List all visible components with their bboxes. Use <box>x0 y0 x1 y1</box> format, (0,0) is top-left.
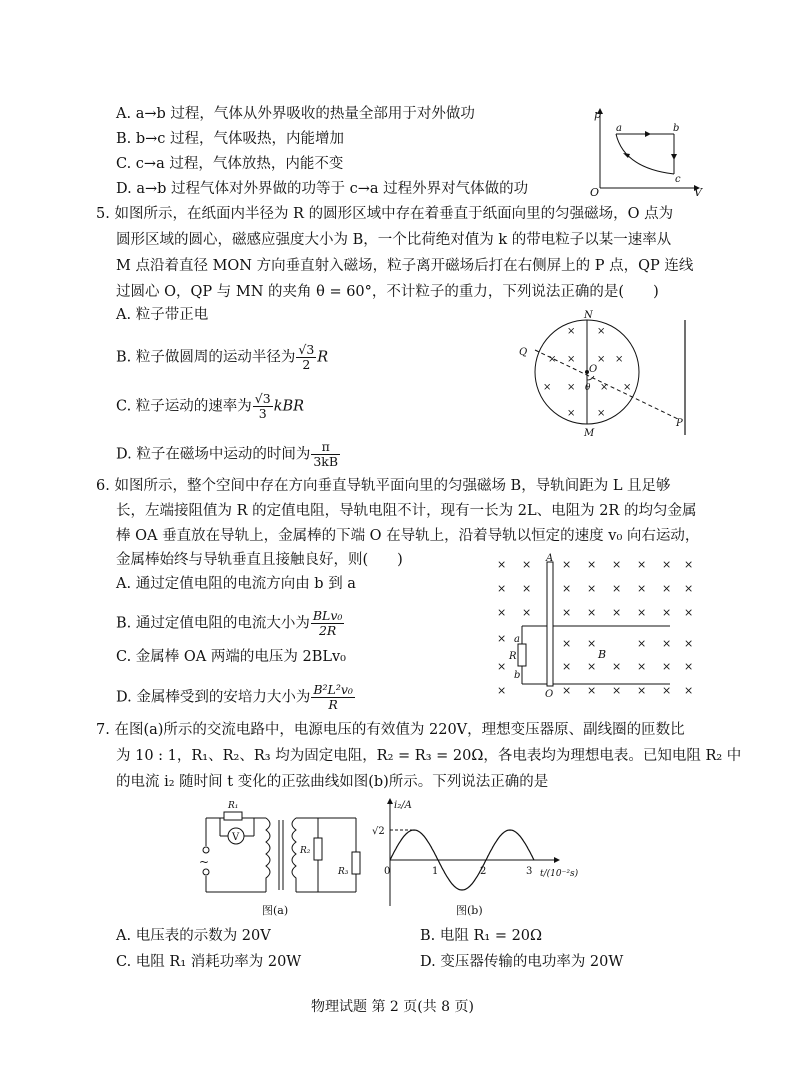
q7-graph-tick-2: 2 <box>480 866 487 877</box>
q7-r2-label: R₂ <box>300 846 311 856</box>
q5-theta-label: θ <box>585 383 591 393</box>
q6-rail-diagram <box>492 552 697 702</box>
q5-option-b: B. 粒子做圆周的运动半径为 $\frac{√3}{2}$ R <box>116 342 329 372</box>
svg-text:×: × <box>562 684 572 697</box>
q6-stem-line4: 金属棒始终与导轨垂直且接触良好，则( ) <box>116 552 403 568</box>
q6-option-a: A. 通过定值电阻的电流方向由 b 到 a <box>116 576 356 592</box>
q7-r3-label: R₃ <box>338 867 349 877</box>
svg-text:×: × <box>497 684 507 697</box>
svg-text:×: × <box>497 558 507 571</box>
svg-text:×: × <box>543 382 552 393</box>
svg-text:×: × <box>612 684 622 697</box>
svg-text:×: × <box>597 354 606 365</box>
q6-b-field-label: B <box>598 648 607 661</box>
q4-option-b: B. b→c 过程，气体吸热，内能增加 <box>116 131 345 147</box>
q4-option-d: D. a→b 过程气体对外界做的功等于 c→a 过程外界对气体做的功 <box>116 181 529 197</box>
svg-text:×: × <box>567 326 576 337</box>
svg-text:×: × <box>497 606 507 619</box>
svg-text:×: × <box>623 382 632 393</box>
q4-p-label: p <box>594 108 602 121</box>
q5-p-label: P <box>676 418 683 429</box>
svg-text:×: × <box>662 606 672 619</box>
q7-ac-source-label: ~ <box>199 855 210 869</box>
page-footer: 物理试题 第 2 页(共 8 页) <box>311 999 474 1015</box>
q7-stem-line2: 为 10 : 1，R₁、R₂、R₃ 均为固定电阻，R₂ = R₃ = 20Ω，各电表均为理想电表。已知电阻 R₂ 中 <box>116 748 742 764</box>
q7-graph-tick-3: 3 <box>526 866 533 877</box>
svg-text:×: × <box>684 606 694 619</box>
svg-text:×: × <box>587 606 597 619</box>
svg-text:×: × <box>562 558 572 571</box>
q7-graph-x-label: t/(10⁻²s) <box>540 869 579 879</box>
q7-option-d: D. 变压器传输的电功率为 20W <box>420 954 624 970</box>
svg-text:×: × <box>662 582 672 595</box>
svg-text:×: × <box>637 637 647 650</box>
svg-text:×: × <box>587 637 597 650</box>
q6-option-c: C. 金属棒 OA 两端的电压为 2BLv₀ <box>116 649 346 665</box>
q5-option-d: D. 粒子在磁场中运动的时间为 $\frac{\pi}{3kB}$ <box>116 439 339 469</box>
q4-a-label: a <box>616 123 622 134</box>
q5-stem-line3: M 点沿着直径 MON 方向垂直射入磁场，粒子离开磁场后打在右侧屏上的 P 点，QP 连线 <box>116 258 694 274</box>
svg-text:×: × <box>662 684 672 697</box>
q6-stem-line1: 6. 如图所示，整个空间中存在方向垂直导轨平面向里的匀强磁场 B，导轨间距为 L 且足够 <box>96 478 671 494</box>
svg-text:×: × <box>497 660 507 673</box>
svg-text:×: × <box>612 660 622 673</box>
svg-text:×: × <box>562 606 572 619</box>
q6-r-label: R <box>509 651 517 662</box>
q6-b-label: b <box>514 670 521 681</box>
q6-a-label: a <box>514 634 520 645</box>
svg-text:×: × <box>684 582 694 595</box>
q7-option-b: B. 电阻 R₁ = 20Ω <box>420 928 543 944</box>
svg-text:×: × <box>615 354 624 365</box>
q7-graph-amplitude-label: √2 <box>372 826 385 837</box>
q6-o-label: O <box>545 689 554 700</box>
q7-circuit-diagram <box>196 798 366 918</box>
svg-text:×: × <box>587 558 597 571</box>
svg-text:×: × <box>637 558 647 571</box>
svg-text:×: × <box>567 408 576 419</box>
q7-graph-tick-0: 0 <box>384 866 391 877</box>
q5-magnetic-field-diagram <box>515 310 690 445</box>
q4-b-label: b <box>673 123 680 134</box>
q6-stem-line3: 棒 OA 垂直放在导轨上，金属棒的下端 O 在导轨上，沿着导轨以恒定的速度 v₀ 向右运动， <box>116 528 700 544</box>
q5-stem-line1: 5. 如图所示，在纸面内半径为 R 的圆形区域中存在着垂直于纸面向里的匀强磁场，O 点为 <box>96 206 674 222</box>
q5-stem-line2: 圆形区域的圆心，磁感应强度大小为 B，一个比荷绝对值为 k 的带电粒子以某一速率从 <box>116 232 672 248</box>
svg-text:×: × <box>637 582 647 595</box>
svg-text:×: × <box>637 684 647 697</box>
svg-text:×: × <box>548 354 557 365</box>
q5-o-label: O <box>589 364 598 375</box>
q5-stem-line4: 过圆心 O，QP 与 MN 的夹角 θ = 60°，不计粒子的重力，下列说法正确的是( ) <box>116 284 659 300</box>
q7-option-c: C. 电阻 R₁ 消耗功率为 20W <box>116 954 302 970</box>
q7-figure-b-caption: 图(b) <box>456 904 483 917</box>
svg-text:×: × <box>612 582 622 595</box>
q7-voltmeter-label: V <box>232 832 240 843</box>
svg-text:×: × <box>522 558 532 571</box>
svg-text:×: × <box>597 408 606 419</box>
q4-option-a: A. a→b 过程，气体从外界吸收的热量全部用于对外做功 <box>116 106 475 122</box>
q4-v-label: V <box>694 186 702 199</box>
q4-c-label: c <box>675 174 681 185</box>
q6-stem-line2: 长，左端接阻值为 R 的定值电阻，导轨电阻不计，现有一长为 2L、电阻为 2R 的均匀金属 <box>116 503 697 519</box>
svg-text:×: × <box>497 632 507 645</box>
svg-text:×: × <box>637 660 647 673</box>
svg-text:×: × <box>562 637 572 650</box>
svg-text:×: × <box>612 606 622 619</box>
q4-pv-diagram <box>590 108 702 199</box>
q4-o-label: O <box>590 186 600 199</box>
svg-text:×: × <box>600 382 609 393</box>
q7-figure-a-caption: 图(a) <box>262 904 289 917</box>
q7-option-a: A. 电压表的示数为 20V <box>116 928 271 944</box>
svg-text:×: × <box>612 558 622 571</box>
q6-a-top-label: A <box>546 553 554 564</box>
q7-current-graph <box>368 796 588 918</box>
q7-r1-label: R₁ <box>228 801 239 811</box>
svg-text:×: × <box>684 637 694 650</box>
svg-text:×: × <box>567 354 576 365</box>
svg-text:×: × <box>562 582 572 595</box>
svg-text:×: × <box>684 558 694 571</box>
q5-option-a: A. 粒子带正电 <box>116 307 209 323</box>
q7-graph-tick-1: 1 <box>432 866 439 877</box>
svg-text:×: × <box>662 558 672 571</box>
svg-text:×: × <box>587 684 597 697</box>
svg-text:×: × <box>562 660 572 673</box>
svg-text:×: × <box>567 382 576 393</box>
q6-option-d: D. 金属棒受到的安培力大小为 $\frac{\text{B²L²v₀}}{R}$ <box>116 682 353 712</box>
q5-n-label: N <box>584 310 593 321</box>
svg-text:×: × <box>587 660 597 673</box>
q4-option-c: C. c→a 过程，气体放热，内能不变 <box>116 156 344 172</box>
q5-option-c: C. 粒子运动的速率为 $\frac{√3}{3}$ kBR <box>116 391 305 421</box>
svg-text:×: × <box>684 660 694 673</box>
q7-stem-line3: 的电流 i₂ 随时间 t 变化的正弦曲线如图(b)所示。下列说法正确的是 <box>116 774 549 790</box>
svg-text:×: × <box>684 684 694 697</box>
svg-text:×: × <box>662 660 672 673</box>
q7-stem-line1: 7. 在图(a)所示的交流电路中，电源电压的有效值为 220V，理想变压器原、副线圈的匝数比 <box>96 722 685 738</box>
q6-option-b: B. 通过定值电阻的电流大小为 $\frac{\text{BLv₀}}{2R}$ <box>116 608 343 638</box>
svg-text:×: × <box>522 582 532 595</box>
svg-text:×: × <box>637 606 647 619</box>
svg-text:×: × <box>587 582 597 595</box>
svg-text:×: × <box>662 637 672 650</box>
svg-text:×: × <box>597 326 606 337</box>
q5-m-label: M <box>584 428 595 439</box>
q5-q-label: Q <box>519 347 528 358</box>
svg-text:×: × <box>497 582 507 595</box>
svg-text:×: × <box>522 606 532 619</box>
q7-graph-y-label: i₂/A <box>394 800 412 811</box>
